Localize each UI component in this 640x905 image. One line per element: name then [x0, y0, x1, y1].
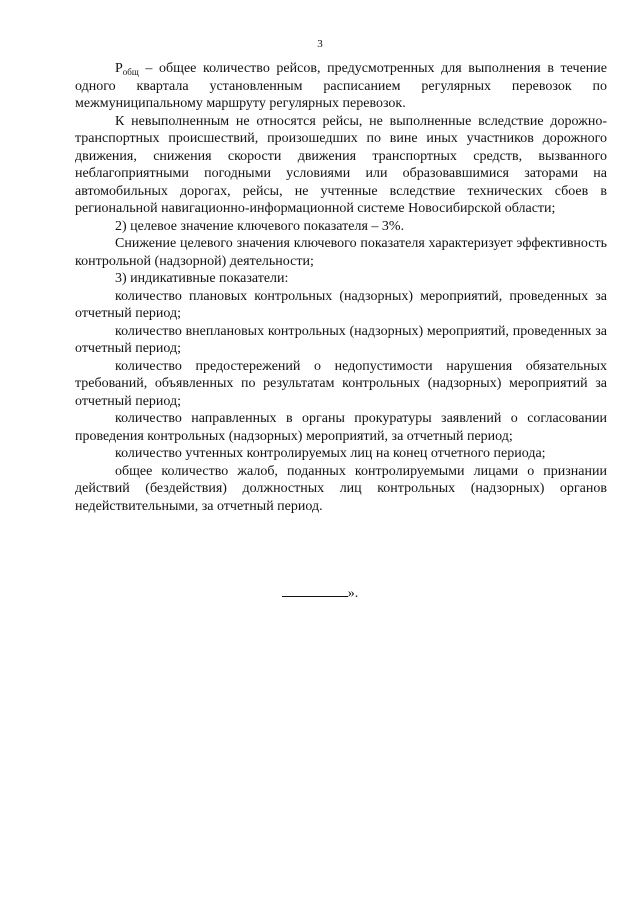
closing-line	[0, 584, 640, 602]
paragraph-target-meaning: Снижение целевого значения ключевого показателя характеризует эффективность контрольной (надзорной) деятельности;	[75, 236, 607, 269]
closing-quote: ».	[347, 586, 359, 601]
paragraph-exclusions: К невыполненным не относятся рейсы, не выполненные вследствие дорожно-транспортных происшествий, произошедших по вине иных участников дорожного движения, снижения скорости движения транспортных средств, вызванного неблагоприятными погодными условиями или образовавшимися заторами на автомобильных дорогах, рейсы, не учтенные вследствие технических сбоев в региональной навигационно-информационной системе Новосибирской области;	[75, 113, 607, 216]
list-item-warnings: количество предостережений о недопустимости нарушения обязательных требований, объявленных по результатам контрольных (надзорных) мероприятий за отчетный период;	[75, 358, 607, 409]
page-number: 3	[317, 38, 323, 50]
list-item-unplanned-events: количество внеплановых контрольных (надзорных) мероприятий, проведенных за отчетный период;	[75, 323, 607, 356]
document-body	[75, 60, 607, 515]
list-item-prosecutor-requests: количество направленных в органы прокуратуры заявлений о согласовании проведения контрольных (надзорных) мероприятий, за отчетный период;	[75, 411, 607, 444]
definition-symbol: P	[115, 61, 123, 76]
definition-text: – общее количество рейсов, предусмотренных для выполнения в течение одного квартала установленным расписанием регулярных перевозок по межмуниципальному маршруту регулярных перевозок.	[75, 61, 607, 111]
paragraph-target-value: 2) целевое значение ключевого показателя – 3%.	[115, 218, 405, 234]
definition-paragraph	[75, 60, 607, 113]
list-item-planned-events: количество плановых контрольных (надзорных) мероприятий, проведенных за отчетный период;	[75, 288, 607, 321]
definition-subscript: общ	[122, 67, 139, 77]
list-item-controlled-persons: количество учтенных контролируемых лиц на конец отчетного периода;	[115, 446, 546, 461]
list-item-complaints: общее количество жалоб, поданных контролируемыми лицами о признании действий (бездействия) должностных лиц контрольных (надзорных) органов недействительными, за отчетный период.	[75, 463, 607, 514]
paragraph-indicators-heading: 3) индикативные показатели:	[115, 271, 289, 286]
closing-underline	[282, 584, 348, 597]
